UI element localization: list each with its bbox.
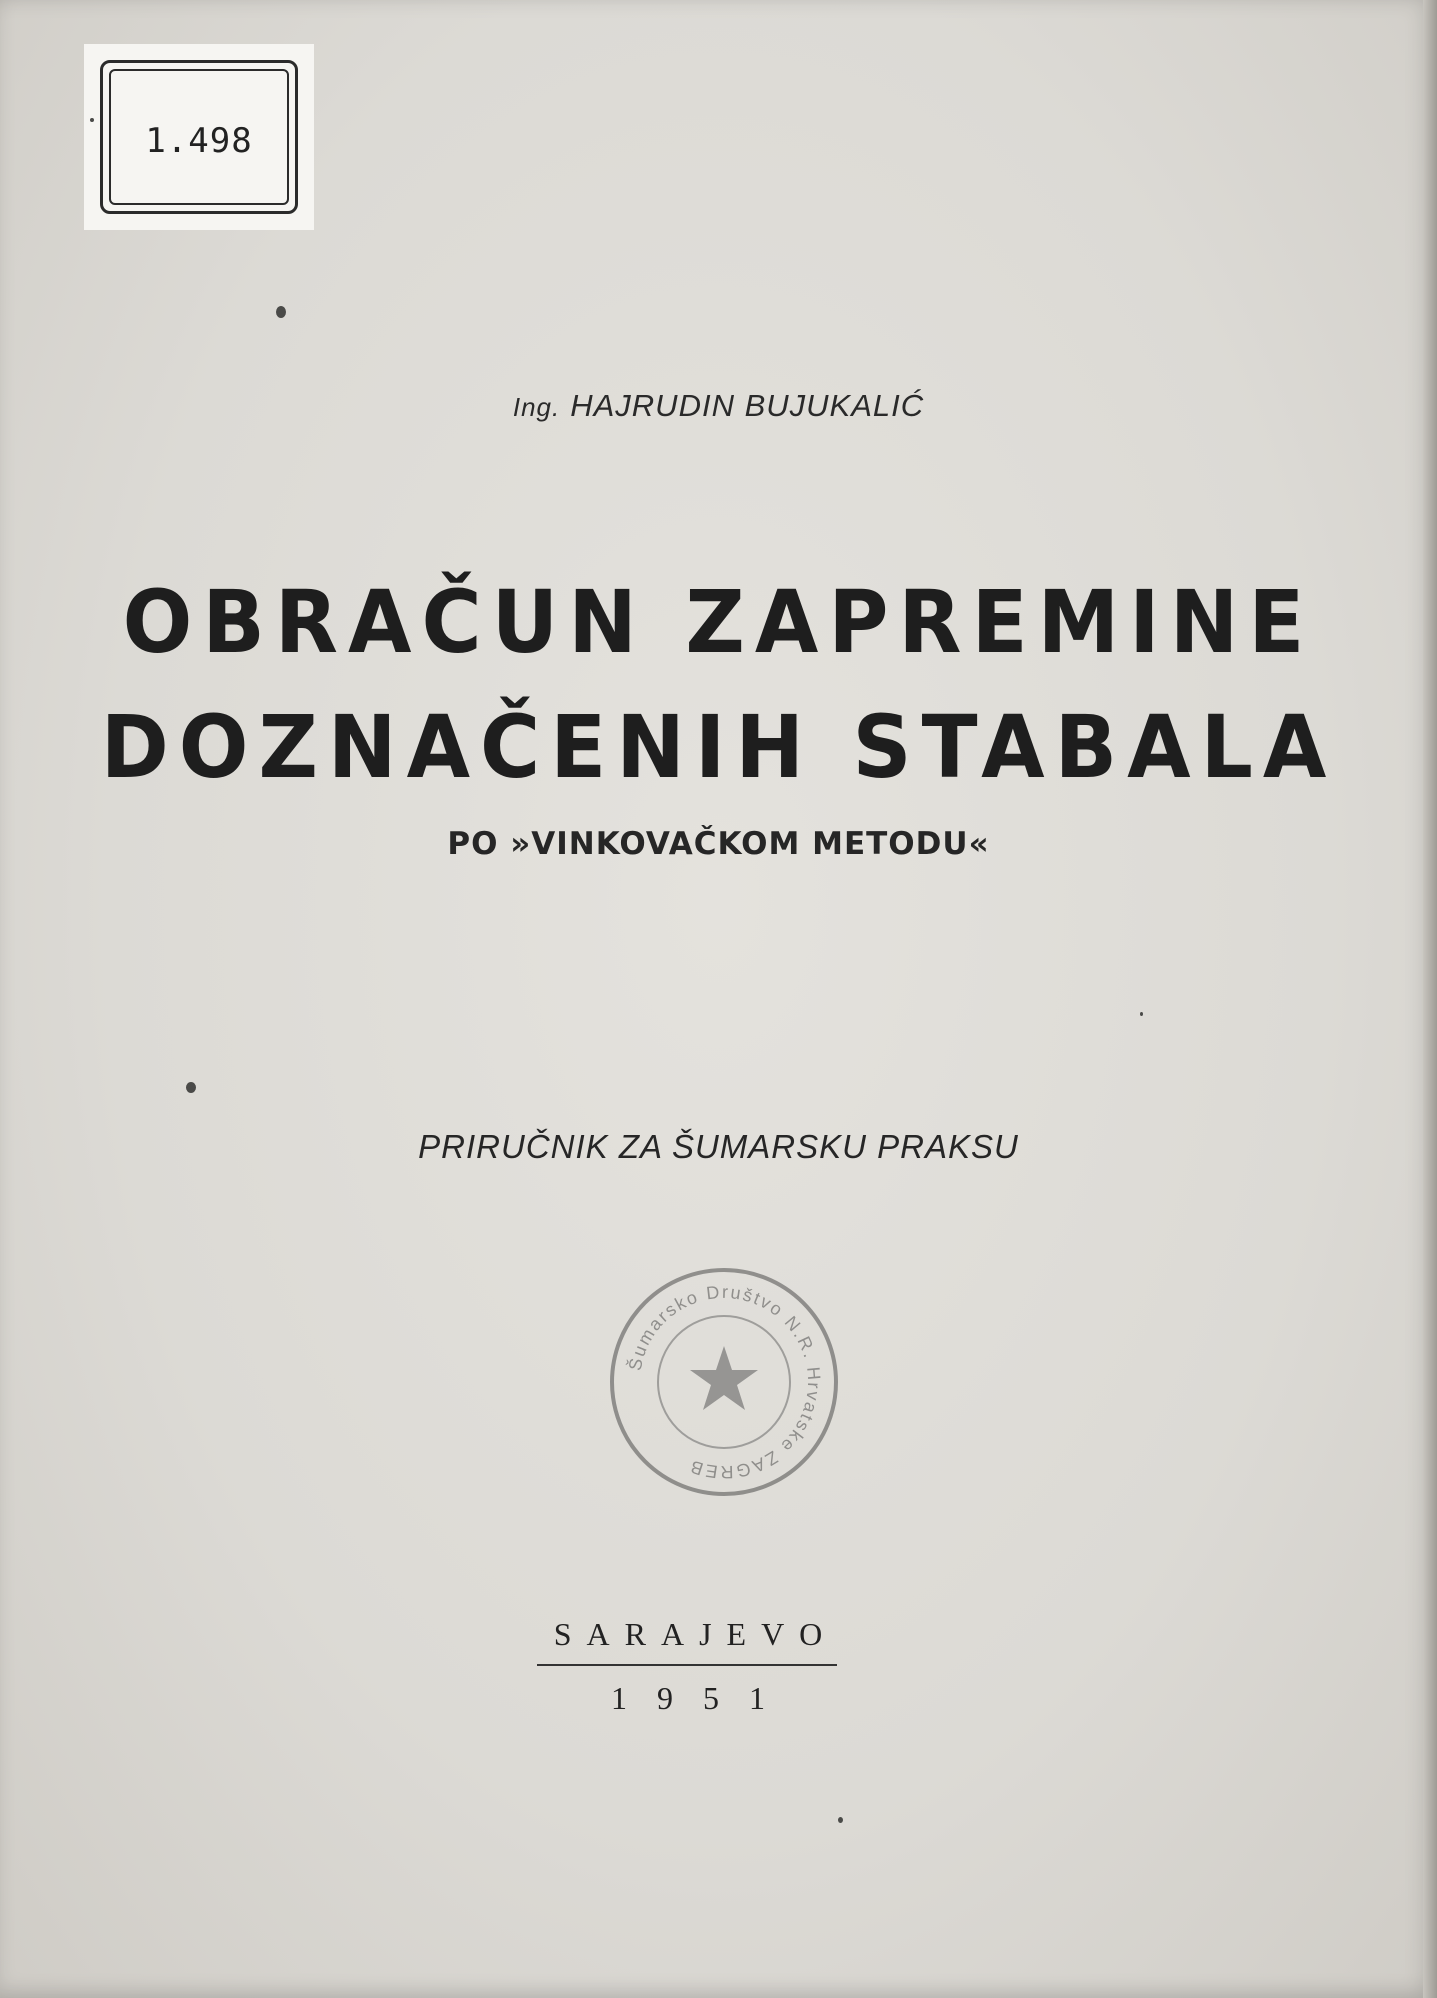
imprint-city: SARAJEVO (553, 1616, 838, 1652)
paper-speck (276, 306, 286, 318)
book-title-line-2: DOZNAČENIH STABALA (100, 697, 1337, 799)
stamp-ring-text: Šumarsko Društvo N.R. Hrvatske ZAGREB (624, 1281, 825, 1483)
book-title-line-1: OBRAČUN ZAPREMINE (122, 572, 1315, 674)
author-title-prefix: Ing. (512, 392, 561, 422)
book-title (0, 561, 1437, 811)
shelf-label-outer-frame (100, 60, 298, 214)
paper-speck (186, 1082, 196, 1093)
library-stamp (604, 1262, 844, 1502)
book-subtitle: PO »VINKOVAČKOM METODU« (447, 826, 990, 862)
shelf-label-inner-frame (109, 69, 289, 205)
author-line (0, 388, 1437, 424)
cover-edge-shadow (1423, 0, 1437, 1998)
author-name: HAJRUDIN BUJUKALIĆ (570, 388, 925, 423)
paper-speck (1140, 1012, 1143, 1016)
paper-speck (90, 118, 94, 122)
imprint-divider (537, 1664, 837, 1666)
shelf-number: 1.498 (145, 121, 253, 161)
paper-speck (838, 1817, 843, 1823)
imprint-year: 1951 (611, 1680, 795, 1716)
star-icon (690, 1346, 758, 1410)
handbook-subtitle: PRIRUČNIK ZA ŠUMARSKU PRAKSU (418, 1128, 1019, 1165)
library-shelf-label (84, 44, 314, 230)
